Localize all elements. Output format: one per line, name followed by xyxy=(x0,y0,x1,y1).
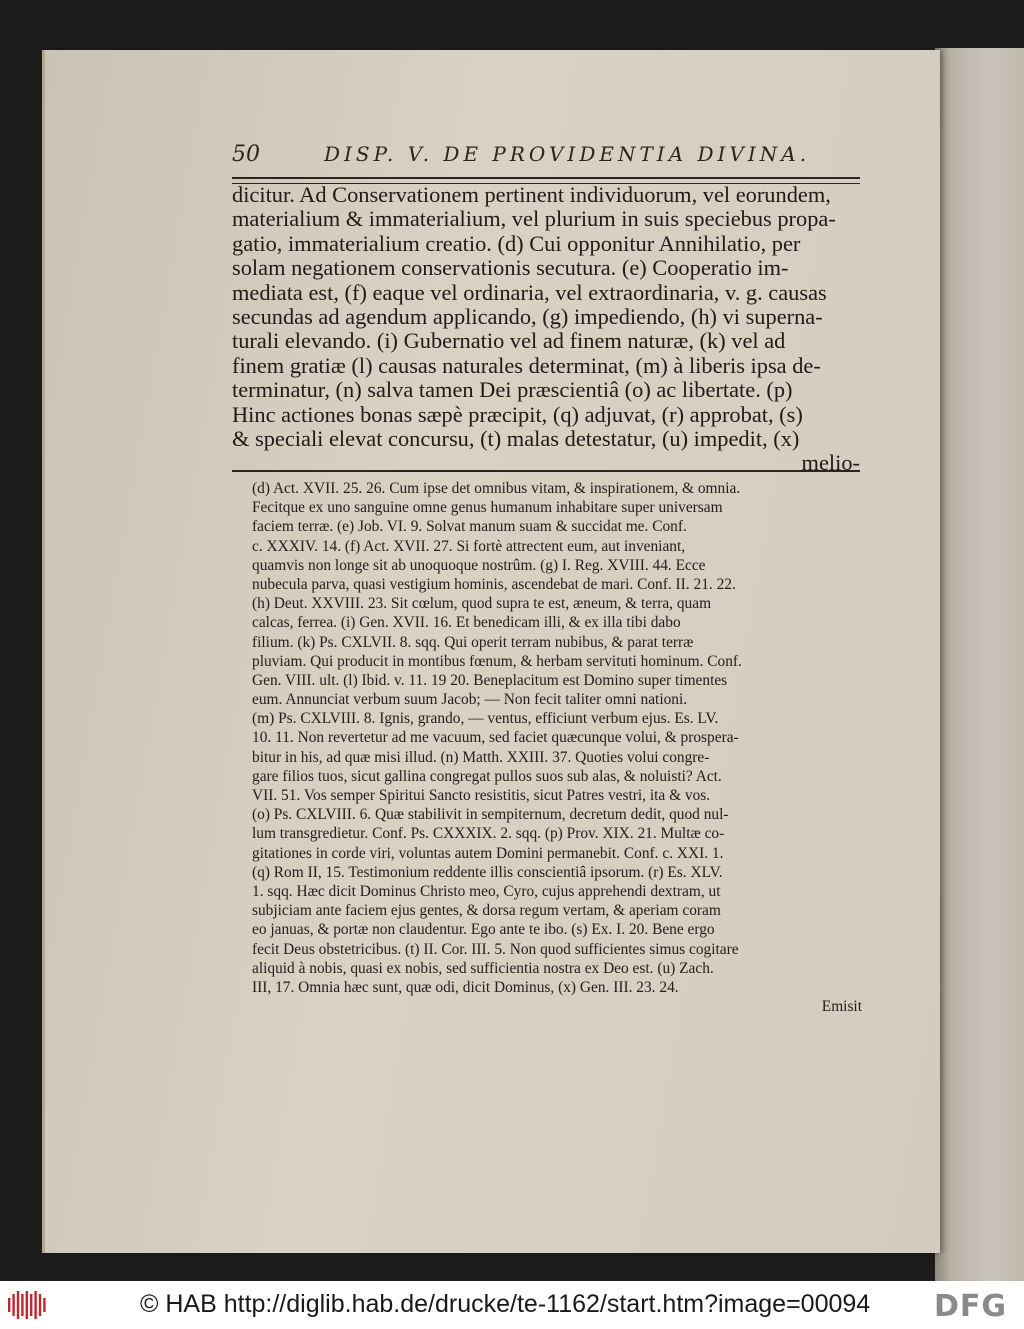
catchword: melio- xyxy=(801,451,860,476)
hab-logo-bar xyxy=(34,1291,36,1319)
text-line: secundas ad agendum applicando, (g) impediendo, (h) vi superna- xyxy=(232,304,823,329)
dfg-logo: DFG xyxy=(934,1289,1008,1324)
footnote-line: III, 17. Omnia hæc sunt, quæ odi, dicit Dominus, (x) Gen. III. 23. 24. xyxy=(252,978,679,996)
hab-logo-bar xyxy=(8,1298,10,1312)
main-text xyxy=(232,183,860,476)
hab-logo-bar xyxy=(43,1298,45,1312)
footnote-line: 10. 11. Non revertetur ad me vacuum, sed faciet quæcunque volui, & prospera- xyxy=(252,729,739,747)
footnote-line: aliquid à nobis, quasi ex nobis, sed sufficientia nostra ex Deo est. (u) Zach. xyxy=(252,959,714,977)
page-header xyxy=(232,142,860,176)
footnote-line: (m) Ps. CXLVIII. 8. Ignis, grando, — ventus, efficiunt verbum ejus. Es. LV. xyxy=(252,710,719,728)
viewer-footer xyxy=(0,1281,1024,1329)
footnote-line: (d) Act. XVII. 25. 26. Cum ipse det omnibus vitam, & inspirationem, & omnia. xyxy=(252,480,741,497)
text-line: finem gratiæ (l) causas naturales determinat, (m) à liberis ipsa de- xyxy=(232,353,821,378)
footnote-line: c. XXXIV. 14. (f) Act. XVII. 27. Si fortè attrectent eum, aut inveniant, xyxy=(252,537,686,555)
hab-logo-bar xyxy=(21,1294,23,1316)
footnote-line: Gen. VIII. ult. (l) Ibid. v. 11. 19 20. Beneplacitum est Domino super timentes xyxy=(252,671,728,689)
text-line: turali elevando. (i) Gubernatio vel ad finem naturæ, (k) vel ad xyxy=(232,329,786,354)
footnote-line: quamvis non longe sit ab unoquoque nostrûm. (g) I. Reg. XVIII. 44. Ecce xyxy=(252,556,706,574)
footnote-line: gare filios tuos, sicut gallina congregat pullos suos sub alas, & noluisti? Act. xyxy=(252,767,722,785)
text-line: mediata est, (f) eaque vel ordinaria, vel extraordinaria, v. g. causas xyxy=(232,280,827,305)
footnote-line: gitationes in corde viri, voluntas autem Domini permanebit. Conf. c. XXI. 1. xyxy=(252,844,724,862)
text-line: gatio, immaterialium creatio. (d) Cui opponitur Annihilatio, per xyxy=(232,231,801,256)
footnote-line: nubecula parva, quasi vestigium hominis, ascendebat de mari. Conf. II. 21. 22. xyxy=(252,575,736,593)
text-line: & speciali elevat concursu, (t) malas detestatur, (u) impedit, (x) xyxy=(232,426,800,451)
hab-logo-bar xyxy=(39,1294,41,1316)
text-line: solam negationem conservationis secutura. (e) Cooperatio im- xyxy=(232,256,789,281)
footnote-line: (q) Rom II, 15. Testimonium reddente illis conscientiâ ipsorum. (r) Es. XLV. xyxy=(252,863,723,881)
footnote-line: 1. sqq. Hæc dicit Dominus Christo meo, Cyro, cujus apprehendi dextram, ut xyxy=(252,882,721,900)
footnote-line: pluviam. Qui producit in montibus fœnum, & herbam servituti hominum. Conf. xyxy=(252,652,742,670)
hab-logo-bar xyxy=(12,1294,14,1316)
footnote-rule xyxy=(232,470,860,472)
footnote-line: Fecitque ex uno sanguine omne genus humanum inhabitare super universam xyxy=(252,499,723,517)
footnote-line: (h) Deut. XXVIII. 23. Sit cœlum, quod supra te est, æneum, & terra, quam xyxy=(252,595,712,613)
footnote-line: faciem terræ. (e) Job. VI. 9. Solvat manum suam & succidat me. Conf. xyxy=(252,518,687,536)
credit-link[interactable]: © HAB http://diglib.hab.de/drucke/te-1162/start.htm?image=00094 xyxy=(140,1290,871,1318)
footnote-line: fecit Deus obstetricibus. (t) II. Cor. III. 5. Non quod sufficientes simus cogitare xyxy=(252,940,739,958)
page-number: 50 xyxy=(232,142,260,167)
hab-logo-icon xyxy=(6,1291,48,1319)
footnote-line: filium. (k) Ps. CXLVII. 8. sqq. Qui operit terram nubibus, & parat terræ xyxy=(252,633,694,651)
running-head: DISP. V. DE PROVIDENTIA DIVINA. xyxy=(324,142,811,166)
footnote-line: lum transgredietur. Conf. Ps. CXXXIX. 2. sqq. (p) Prov. XIX. 21. Multæ co- xyxy=(252,825,725,843)
hab-logo-bars xyxy=(8,1291,46,1319)
footnote-line: (o) Ps. CXLVIII. 6. Quæ stabilivit in sempiternum, decretum dedit, quod nul- xyxy=(252,806,729,824)
hab-logo-bar xyxy=(30,1294,32,1316)
footnote-line: eum. Annunciat verbum suum Jacob; — Non fecit taliter omni nationi. xyxy=(252,691,688,709)
footnote-line: subjiciam ante faciem ejus gentes, & dorsa regum vertam, & aperiam coram xyxy=(252,902,721,920)
footnote-catchword: Emisit xyxy=(821,998,862,1016)
text-line: dicitur. Ad Conservationem pertinent individuorum, vel eorundem, xyxy=(232,183,831,207)
footnotes xyxy=(252,479,862,1016)
text-line: Hinc actiones bonas sæpè præcipit, (q) adjuvat, (r) approbat, (s) xyxy=(232,402,803,427)
text-line: terminatur, (n) salva tamen Dei præscientiâ (o) ac libertate. (p) xyxy=(232,378,793,403)
header-rule xyxy=(232,177,860,179)
hab-logo-bar xyxy=(26,1291,28,1319)
footnote-line: VII. 51. Vos semper Spiritui Sancto resistitis, sicut Patres vestri, ita & vos. xyxy=(252,787,711,804)
footnote-line: calcas, ferrea. (i) Gen. XVII. 16. Et benedicam illi, & ex illa tibi dabo xyxy=(252,614,681,632)
footnote-line: bitur in his, ad quæ misi illud. (n) Matth. XXIII. 37. Quoties volui congre- xyxy=(252,748,710,766)
facing-page-edge xyxy=(935,48,1024,1281)
footnote-line: eo januas, & portæ non claudentur. Ego ante te ibo. (s) Ex. I. 20. Bene ergo xyxy=(252,921,715,939)
hab-logo-bar xyxy=(17,1291,19,1319)
text-line: materialium & immaterialium, vel plurium in suis speciebus propa- xyxy=(232,207,836,232)
